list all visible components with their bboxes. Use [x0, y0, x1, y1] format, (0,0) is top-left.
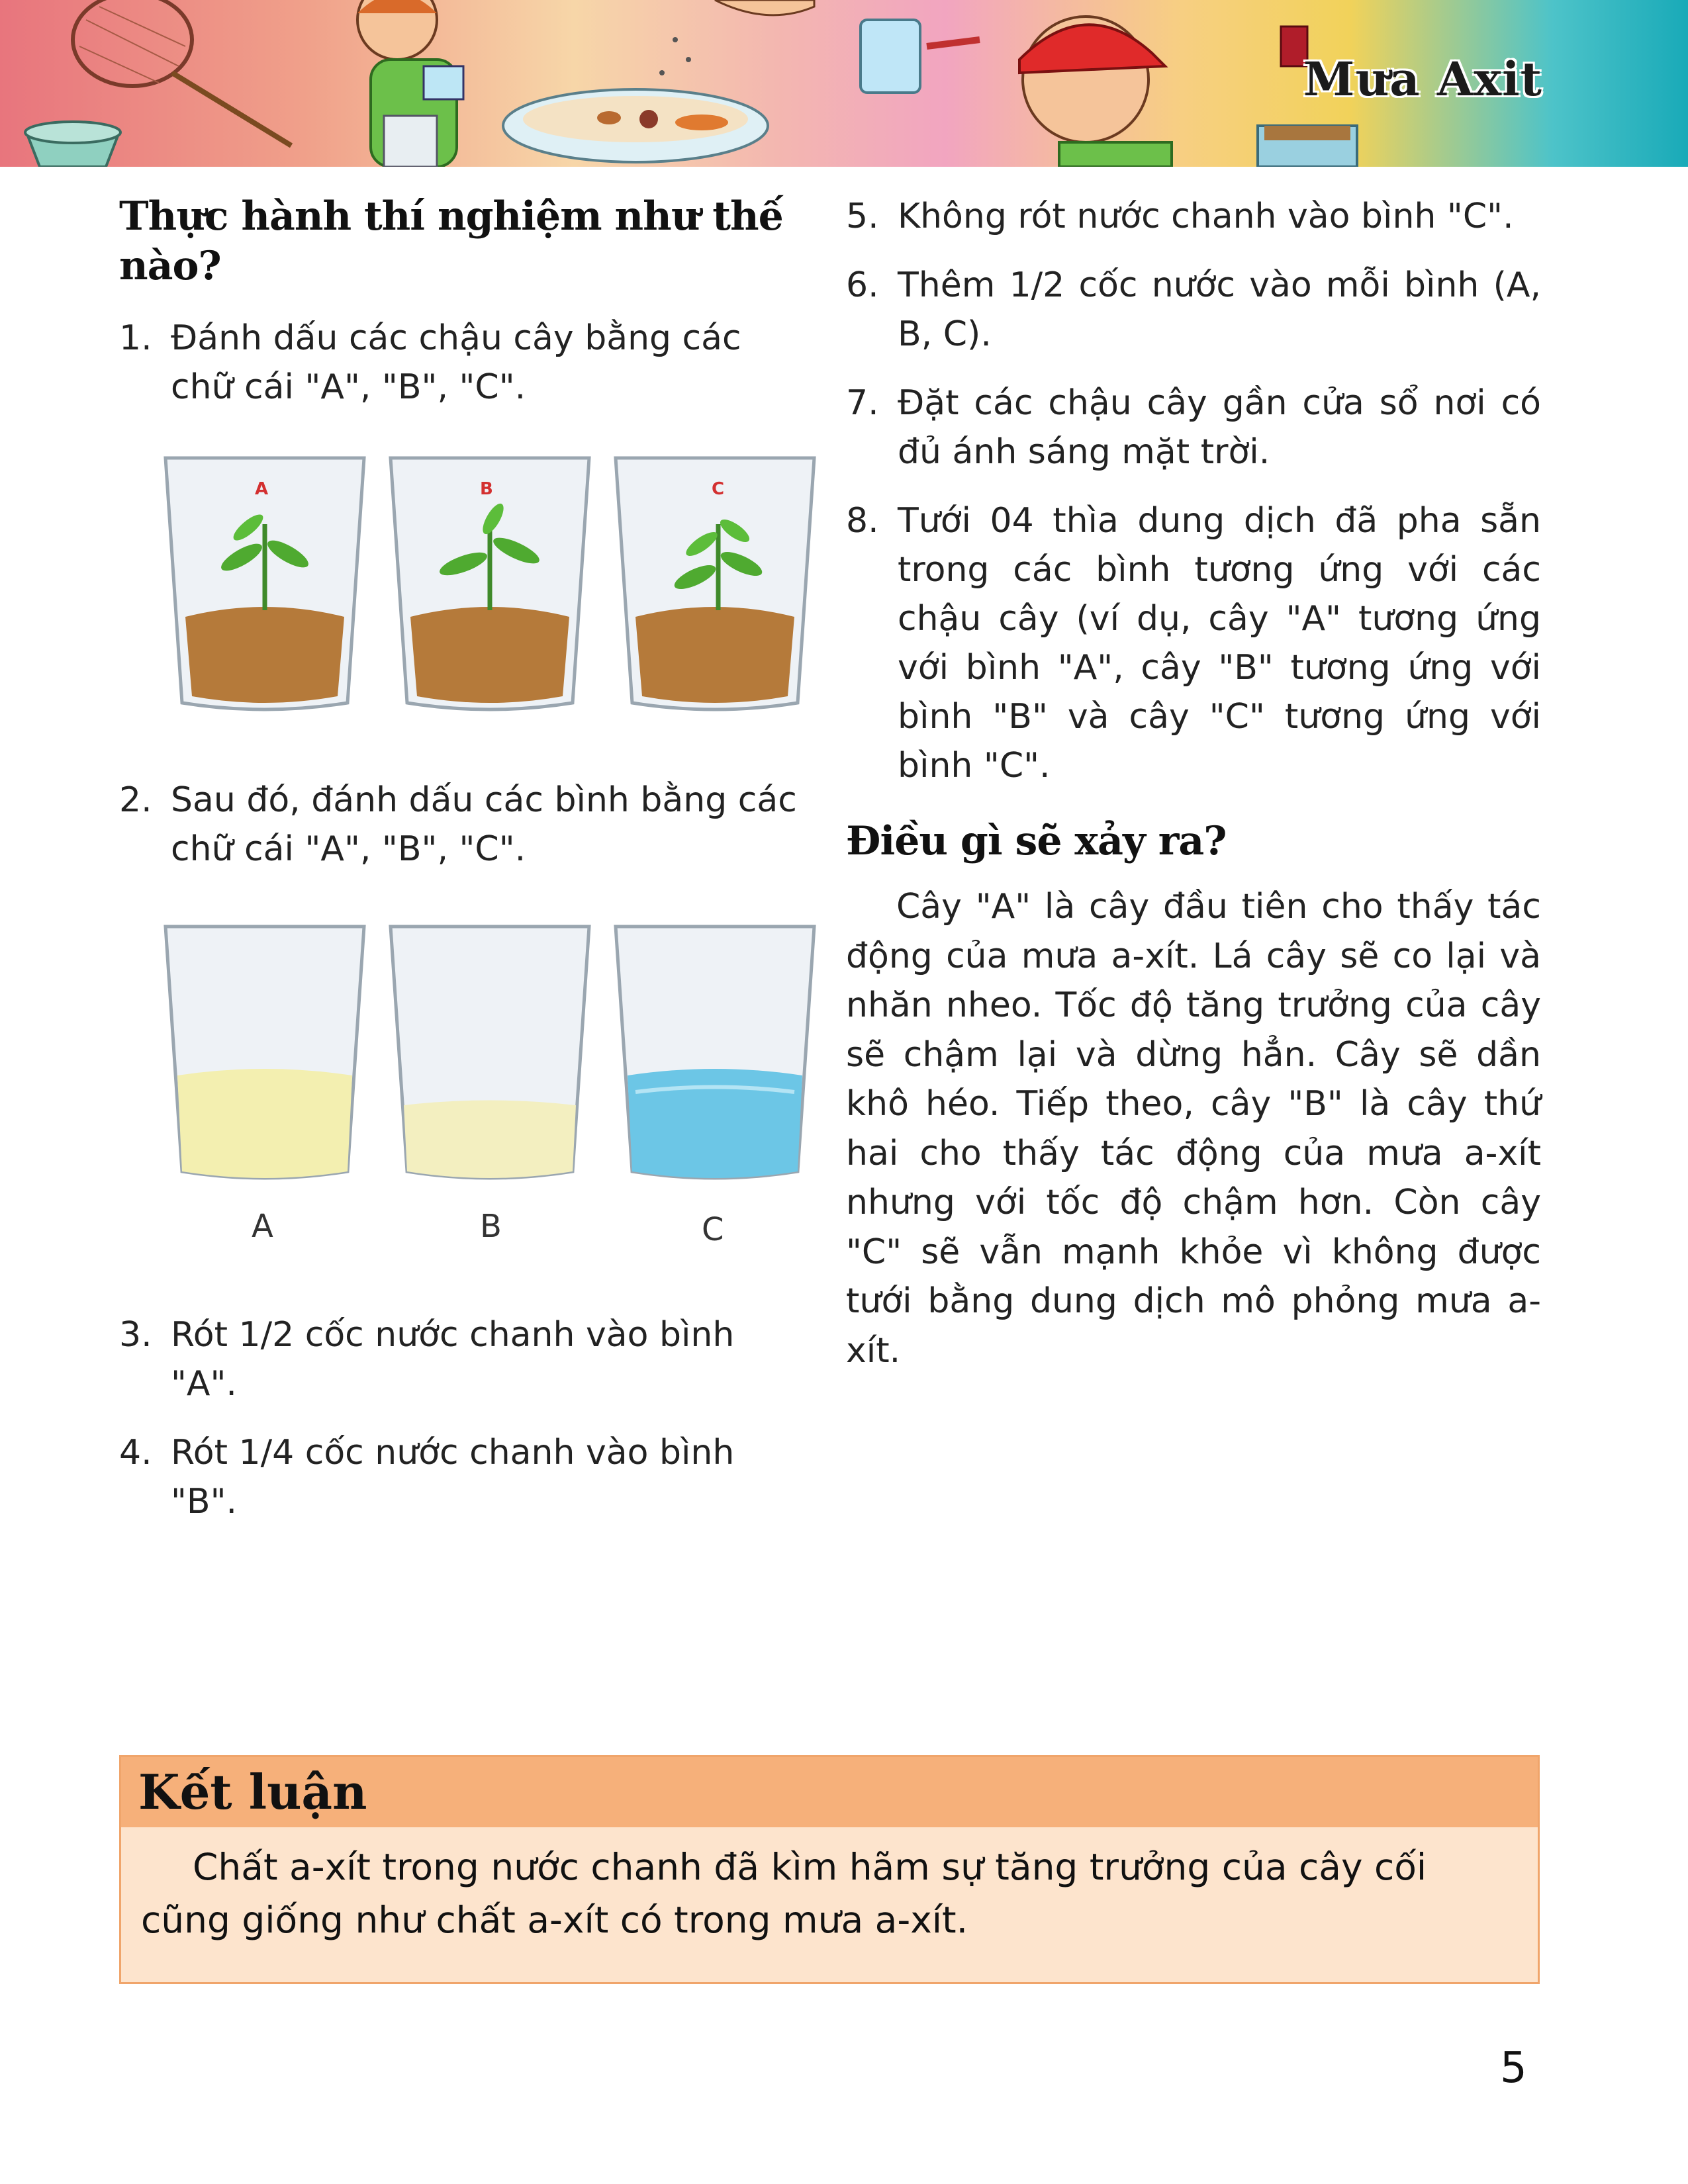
jar-label: A	[252, 1208, 273, 1245]
step-number: 6.	[846, 265, 879, 305]
header-banner	[0, 0, 1688, 167]
step-text: Tưới 04 thìa dung dịch đã pha sẵn trong các bình tương ứng với các chậu cây (ví dụ, cây "A" tương ứng với bình "A", cây "B" tương ứng với bình "B" và cây "C" tương ứng với bình "C".	[898, 501, 1541, 786]
step-number: 7.	[846, 383, 879, 423]
result-heading: Điều gì sẽ xảy ra?	[846, 818, 1227, 864]
jar-b-lemon	[384, 913, 596, 1191]
jar-c-water	[609, 913, 821, 1191]
step-text: Rót 1/2 cốc nước chanh vào bình "A".	[171, 1315, 735, 1404]
conclusion-text: Chất a-xít trong nước chanh đã kìm hãm sự tăng trưởng của cây cối cũng giống như chất a-xít có trong mưa a-xít.	[141, 1846, 1427, 1941]
step-item	[119, 1428, 808, 1526]
right-column	[846, 192, 1541, 1375]
step-number: 3.	[119, 1315, 152, 1355]
result-paragraph: Cây "A" là cây đầu tiên cho thấy tác động của mưa a-xít. Lá cây sẽ co lại và nhăn nheo. Tốc độ tăng trưởng của cây sẽ chậm lại và dừng hẳn. Cây sẽ dần khô héo. Tiếp theo, cây "B" là cây thứ hai cho thấy tác động của mưa a-xít nhưng với tốc độ chậm hơn. Còn cây "C" sẽ vẫn mạnh khỏe vì không được tưới bằng dung dịch mô phỏng mưa a-xít.	[846, 887, 1541, 1371]
jars-figure	[119, 913, 808, 1271]
step-text: Đặt các chậu cây gần cửa sổ nơi có đủ ánh sáng mặt trời.	[898, 383, 1541, 472]
plant-pots-figure	[119, 445, 808, 723]
step-number: 8.	[846, 501, 879, 541]
step-item	[846, 192, 1541, 241]
step-text: Đánh dấu các chậu cây bằng các chữ cái "A", "B", "C".	[171, 318, 741, 407]
pot-label: A	[255, 479, 269, 499]
step-item	[119, 314, 808, 412]
step-number: 1.	[119, 318, 152, 358]
chapter-title: Mưa Axit	[1303, 52, 1542, 107]
step-item	[846, 496, 1541, 790]
conclusion-title: Kết luận	[121, 1757, 1538, 1827]
conclusion-box	[119, 1755, 1540, 1984]
step-number: 5.	[846, 197, 879, 236]
step-item	[119, 776, 808, 874]
jar-label: C	[702, 1211, 724, 1248]
step-item	[119, 1310, 808, 1408]
jar-a-lemon	[159, 913, 371, 1191]
procedure-heading: Thực hành thí nghiệm như thế nào?	[119, 193, 783, 289]
step-item	[846, 379, 1541, 477]
step-number: 2.	[119, 780, 152, 820]
step-text: Sau đó, đánh dấu các bình bằng các chữ cái "A", "B", "C".	[171, 780, 797, 869]
step-text: Rót 1/4 cốc nước chanh vào bình "B".	[171, 1433, 735, 1522]
step-number: 4.	[119, 1433, 152, 1473]
step-text: Thêm 1/2 cốc nước vào mỗi bình (A, B, C).	[898, 265, 1541, 354]
page-number: 5	[1500, 2044, 1527, 2093]
left-column	[119, 192, 808, 1546]
step-item	[846, 261, 1541, 359]
jar-label: B	[480, 1208, 502, 1245]
pot-label: B	[480, 479, 493, 499]
step-text: Không rót nước chanh vào bình "C".	[898, 197, 1514, 236]
pot-label: C	[712, 479, 725, 499]
